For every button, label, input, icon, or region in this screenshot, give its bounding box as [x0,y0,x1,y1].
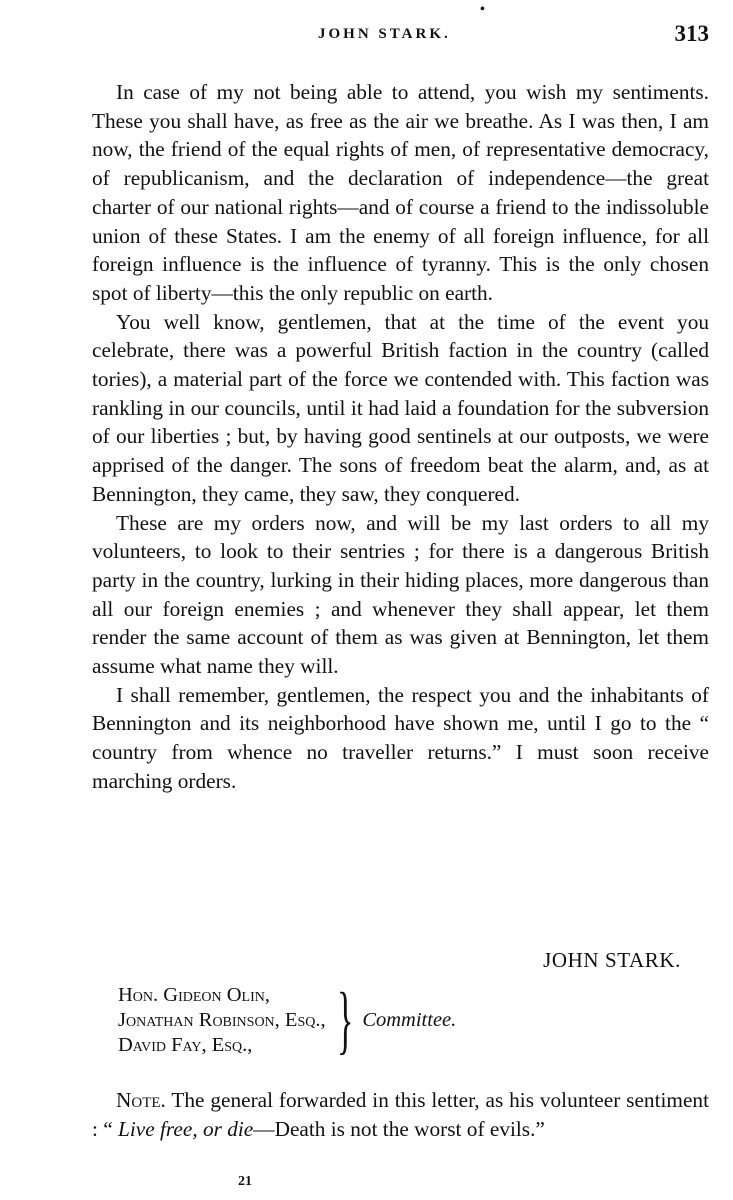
committee-role: Committee. [362,1008,457,1031]
running-title: JOHN STARK. [318,26,451,42]
paragraph: In case of my not being able to attend, you wish my sentiments. These you shall have, as free as the air we breathe. As I was then, I am now, the friend of the equal rights of men, of representative democracy, of republicanism, and the declaration of independence—the great charter of our national rights—and of course a friend to the indissoluble union of these States. I am the enemy of all foreign influence, for all foreign influence is the influence of tyranny. This is the only chosen spot of liberty—this the only republic on earth. [92,80,709,305]
note-paragraph [92,1086,709,1143]
paragraph: I shall remember, gentlemen, the respect you and the inhabitants of Bennington and its neighborhood have shown me, until I go to the “ country from whence no traveller returns.” I must soon receive marching orders. [92,682,709,793]
letter-body [92,78,709,796]
note-text: The general forwarded in this letter, as his volunteer sentiment : “ [92,1088,709,1141]
page-header [0,2,733,58]
note [92,1086,709,1143]
committee-members [118,983,326,1058]
committee-member: David Fay, Esq., [118,1033,253,1056]
committee-member: Hon. Gideon Olin, [118,983,271,1006]
note-text-end: —Death is not the worst of evils.” [253,1116,545,1141]
note-label: Note. [116,1088,166,1112]
page-number: 313 [674,21,709,46]
committee-block [118,978,457,1062]
signature: JOHN STARK. [543,948,681,972]
committee-member: Jonathan Robinson, Esq., [118,1008,326,1031]
note-quote: Live free, or die [112,1116,254,1141]
brace-icon: } [336,978,354,1062]
paragraph: These are my orders now, and will be my last orders to all my volunteers, to look to their sentries ; for there is a dangerous British party in the country, lurking in their hiding places, more dangerous than all our foreign enemies ; and whenever they shall appear, let them render the same account of them as was given at Bennington, let them assume what name they will. [92,510,709,679]
paragraph: You well know, gentlemen, that at the time of the event you celebrate, there was a powerful British faction in the country (called tories), a material part of the force we contended with. This faction was rankling in our councils, until it had laid a foundation for the subversion of our liberties ; but, by having good sentinels at our outposts, we were apprised of the danger. The sons of freedom beat the alarm, and, as at Bennington, they came, they saw, they conquered. [92,309,709,506]
header-mark: • [480,2,485,17]
signature-mark: 21 [238,1174,252,1189]
